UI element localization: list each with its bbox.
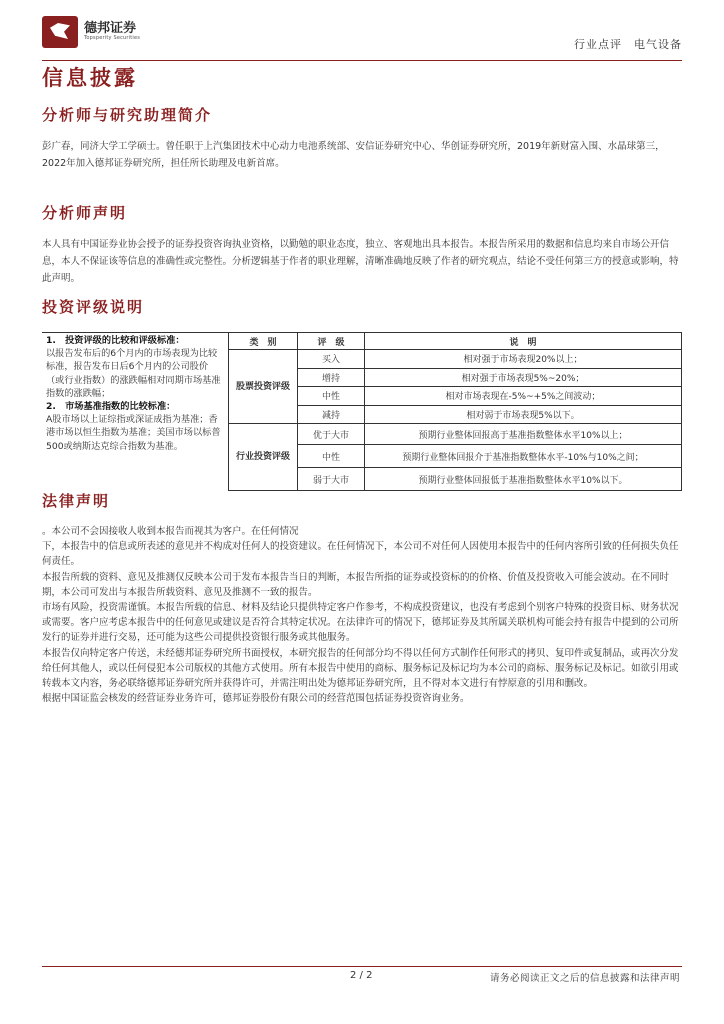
grade-cell: 弱于大市 (298, 468, 365, 491)
rating-standard-body-2: A股市场以上证综指或深证成指为基准；香港市场以恒生指数为基准；美国市场以标普500或纳斯达克综合指数为基准。 (46, 414, 221, 452)
rating-table (42, 332, 682, 486)
grade-cell: 中性 (298, 387, 365, 406)
legal-body (42, 524, 682, 706)
header-divider (42, 60, 682, 61)
legal-paragraph: 根据中国证监会核发的经营证券业务许可，德邦证券股份有限公司的经营范围包括证券投资咨询业务。 (42, 693, 470, 705)
description-cell: 预期行业整体回报低于基准指数整体水平10%以下。 (365, 468, 682, 491)
company-logo (42, 14, 182, 50)
industry-rating-category: 行业投资评级 (229, 424, 298, 491)
logo-cn-text: 德邦证券 (84, 21, 137, 36)
logo-icon (42, 16, 78, 48)
description-cell: 相对弱于市场表现5%以下。 (365, 405, 682, 424)
legal-paragraph: 本报告所载的资料、意见及推测仅反映本公司于发布本报告当日的判断，本报告所指的证券或投资标的的价格、价值及投资收入可能会波动。在不同时期，本公司可发出与本报告所载资料、意见及推测不一致的报告。 (42, 571, 670, 598)
page-header (42, 14, 682, 56)
description-cell: 预期行业整体回报介于基准指数整体水平-10%与10%之间； (365, 445, 682, 468)
col-header-category: 类 别 (229, 333, 298, 350)
grade-cell: 优于大市 (298, 424, 365, 445)
grade-cell: 买入 (298, 350, 365, 369)
analyst-statement-body: 本人具有中国证券业协会授予的证券投资咨询执业资格，以勤勉的职业态度，独立、客观地出具本报告。本报告所采用的数据和信息均来自市场公开信息，本人不保证该等信息的准确性或完整性。分析逻辑基于作者的职业理解，清晰准确地反映了作者的研究观点，结论不受任何第三方的授意或影响，特此声明。 (42, 239, 679, 284)
analyst-intro-heading: 分析师与研究助理简介 (42, 106, 213, 124)
report-category: 行业点评 电气设备 (574, 38, 682, 51)
rating-heading: 投资评级说明 (42, 298, 145, 316)
legal-paragraph: 本报告仅向特定客户传送，未经德邦证券研究所书面授权，本研究报告的任何部分均不得以任何方式制作任何形式的拷贝、复印件或复制品，或再次分发给任何其他人，或以任何侵犯本公司版权的其他方式使用。所有本报告中使用的商标、服务标记及标记均为本公司的商标、服务标记及标记。如欲引用或转载本文内容，务必联络德邦证券研究所并获得许可，并需注明出处为德邦证券研究所，且不得对本文进行有悖原意的引用和删改。 (42, 647, 679, 690)
analyst-statement-heading: 分析师声明 (42, 204, 128, 222)
legal-paragraph: 。本公司不会因接收人收到本报告而视其为客户。在任何情况 (42, 526, 299, 537)
stock-rating-category: 股票投资评级 (229, 350, 298, 424)
rating-standard-title-2: 2. 市场基准指数的比较标准： (46, 401, 176, 413)
grade-cell: 增持 (298, 368, 365, 387)
rating-standard-title-1: 1. 投资评级的比较和评级标准： (46, 335, 185, 346)
col-header-grade: 评 级 (298, 333, 365, 350)
description-cell: 相对市场表现在-5%~+5%之间波动； (365, 387, 682, 406)
rating-standard-body-1: 以报告发布后的6个月内的市场表现为比较标准，报告发布日后6个月内的公司股价（或行业指数）的涨跌幅相对同期市场基准指数的涨跌幅； (46, 348, 221, 399)
analyst-intro-body: 彭广春，同济大学工学硕士。曾任职于上汽集团技术中心动力电池系统部、安信证券研究中心、华创证券研究所，2019年新财富入围、水晶球第三，2022年加入德邦证券研究所，担任所长助理及电新首席。 (42, 141, 665, 169)
footer-divider (42, 966, 682, 967)
logo-en-text: Topsperity Securities (84, 35, 141, 41)
page-number: 2 / 2 (350, 970, 373, 981)
rating-standards (42, 332, 228, 474)
legal-paragraph: 市场有风险，投资需谨慎。本报告所载的信息、材料及结论只提供特定客户作参考，不构成投资建议，也没有考虑到个别客户特殊的投资目标、财务状况或需要。客户应考虑本报告中的任何意见或建议是否符合其特定状况。在法律许可的情况下，德邦证券及其所属关联机构可能会持有报告中提到的公司所发行的证券并进行交易，还可能为这些公司提供投资银行服务或其他服务。 (42, 602, 679, 644)
description-cell: 相对强于市场表现5%~20%； (365, 368, 682, 387)
legal-heading: 法律声明 (42, 492, 111, 510)
page-title: 信息披露 (42, 66, 138, 90)
col-header-description: 说 明 (365, 333, 682, 350)
rating-grid (228, 332, 682, 491)
legal-paragraph: 下，本报告中的信息或所表述的意见并不构成对任何人的投资建议。在任何情况下，本公司不对任何人因使用本报告中的任何内容所引致的任何损失负任何责任。 (42, 541, 679, 568)
grade-cell: 中性 (298, 445, 365, 468)
grade-cell: 减持 (298, 405, 365, 424)
description-cell: 预期行业整体回报高于基准指数整体水平10%以上； (365, 424, 682, 445)
footer-notice: 请务必阅读正文之后的信息披露和法律声明 (489, 973, 680, 984)
description-cell: 相对强于市场表现20%以上； (365, 350, 682, 369)
